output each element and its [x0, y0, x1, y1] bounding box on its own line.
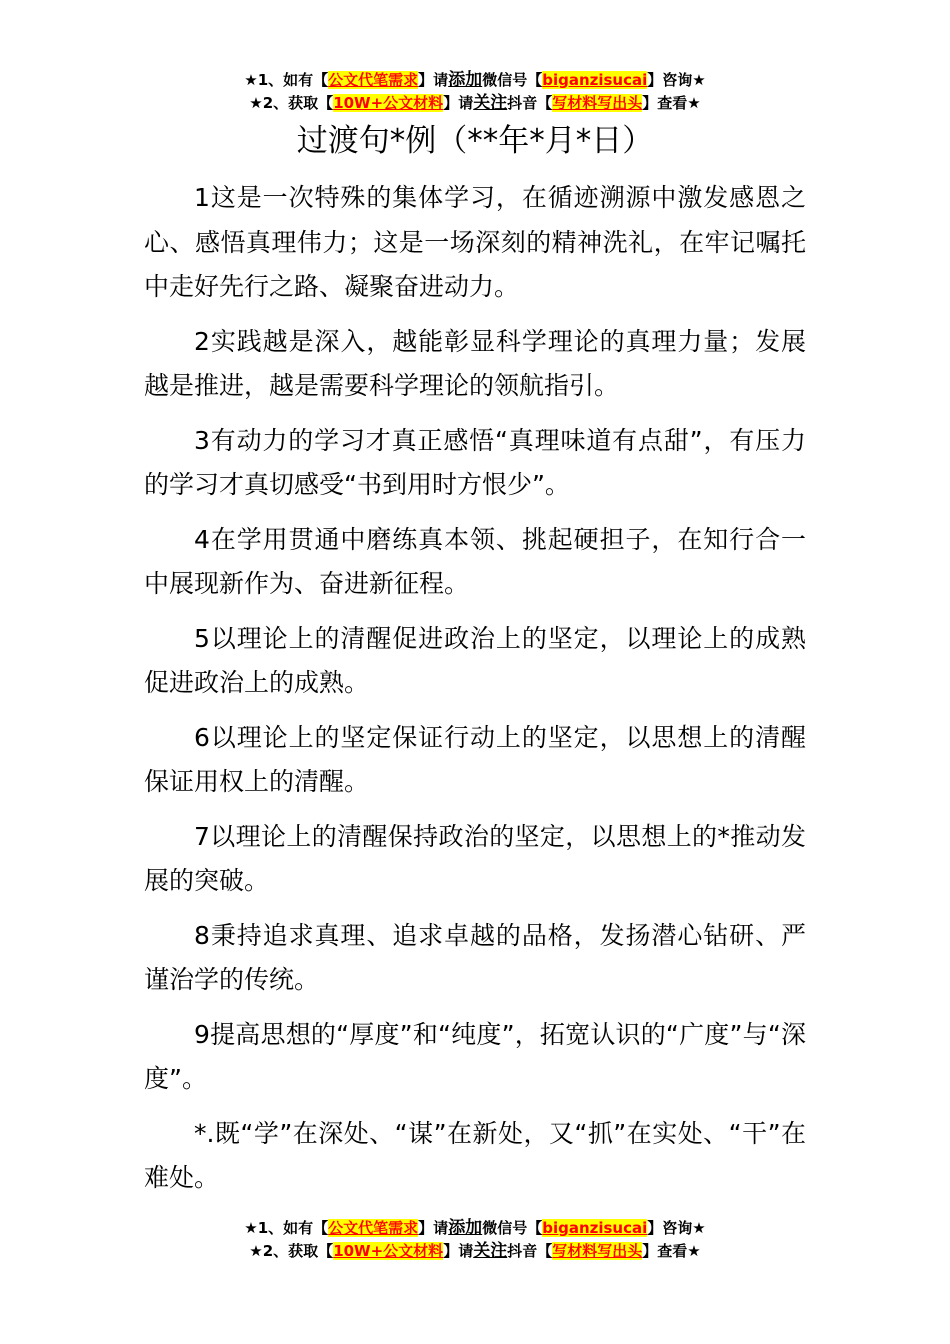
highlight-materials: 10W+公文材料	[333, 94, 444, 112]
highlight-douyin-account-bottom: 写材料写出头	[552, 1242, 643, 1260]
paragraph-5: 5以理论上的清醒促进政治上的坚定，以理论上的成熟促进政治上的成熟。	[144, 623, 806, 697]
promo-banner-bottom	[0, 1217, 950, 1263]
paragraph-3: 3有动力的学习才真正感悟“真理味道有点甜”，有压力的学习才真切感受“书到用时方恨少”。	[144, 425, 806, 499]
paragraph-6: 6以理论上的坚定保证行动上的坚定，以思想上的清醒保证用权上的清醒。	[144, 722, 806, 796]
document-title: 过渡句*例（**年*月*日）	[296, 123, 654, 159]
promo-line-2-bottom: ★2、获取【10W+公文材料】请关注抖音【写材料写出头】查看★	[249, 1241, 701, 1261]
highlight-douyin-account: 写材料写出头	[552, 94, 643, 112]
promo-line-1: ★1、如有【公文代笔需求】请添加微信号【biganzisucai】咨询★	[244, 70, 706, 90]
paragraph-10: *.既“学”在深处、“谋”在新处，又“抓”在实处、“干”在难处。	[144, 1118, 806, 1192]
paragraph-8: 8秉持追求真理、追求卓越的品格，发扬潜心钻研、严谨治学的传统。	[144, 920, 806, 994]
paragraph-4: 4在学用贯通中磨练真本领、挑起硬担子，在知行合一中展现新作为、奋进新征程。	[144, 524, 806, 598]
paragraph-2: 2实践越是深入，越能彰显科学理论的真理力量；发展越是推进，越是需要科学理论的领航指引。	[144, 326, 806, 400]
paragraph-1: 1这是一次特殊的集体学习，在循迹溯源中激发感恩之心、感悟真理伟力；这是一场深刻的精神洗礼，在牢记嘱托中走好先行之路、凝聚奋进动力。	[144, 183, 806, 301]
document-body	[144, 176, 806, 1211]
promo-banner-top	[0, 69, 950, 115]
highlight-wechat-id-bottom: biganzisucai	[542, 1219, 648, 1237]
paragraph-7: 7以理论上的清醒保持政治的坚定，以思想上的*推动发展的突破。	[144, 821, 806, 895]
highlight-service-bottom: 公文代笔需求	[328, 1219, 419, 1237]
highlight-materials-bottom: 10W+公文材料	[333, 1242, 444, 1260]
highlight-wechat-id: biganzisucai	[542, 71, 648, 89]
promo-line-1-bottom: ★1、如有【公文代笔需求】请添加微信号【biganzisucai】咨询★	[244, 1218, 706, 1238]
promo-line-2: ★2、获取【10W+公文材料】请关注抖音【写材料写出头】查看★	[249, 93, 701, 113]
highlight-service: 公文代笔需求	[328, 71, 419, 89]
paragraph-9: 9提高思想的“厚度”和“纯度”，拓宽认识的“广度”与“深度”。	[144, 1019, 806, 1093]
